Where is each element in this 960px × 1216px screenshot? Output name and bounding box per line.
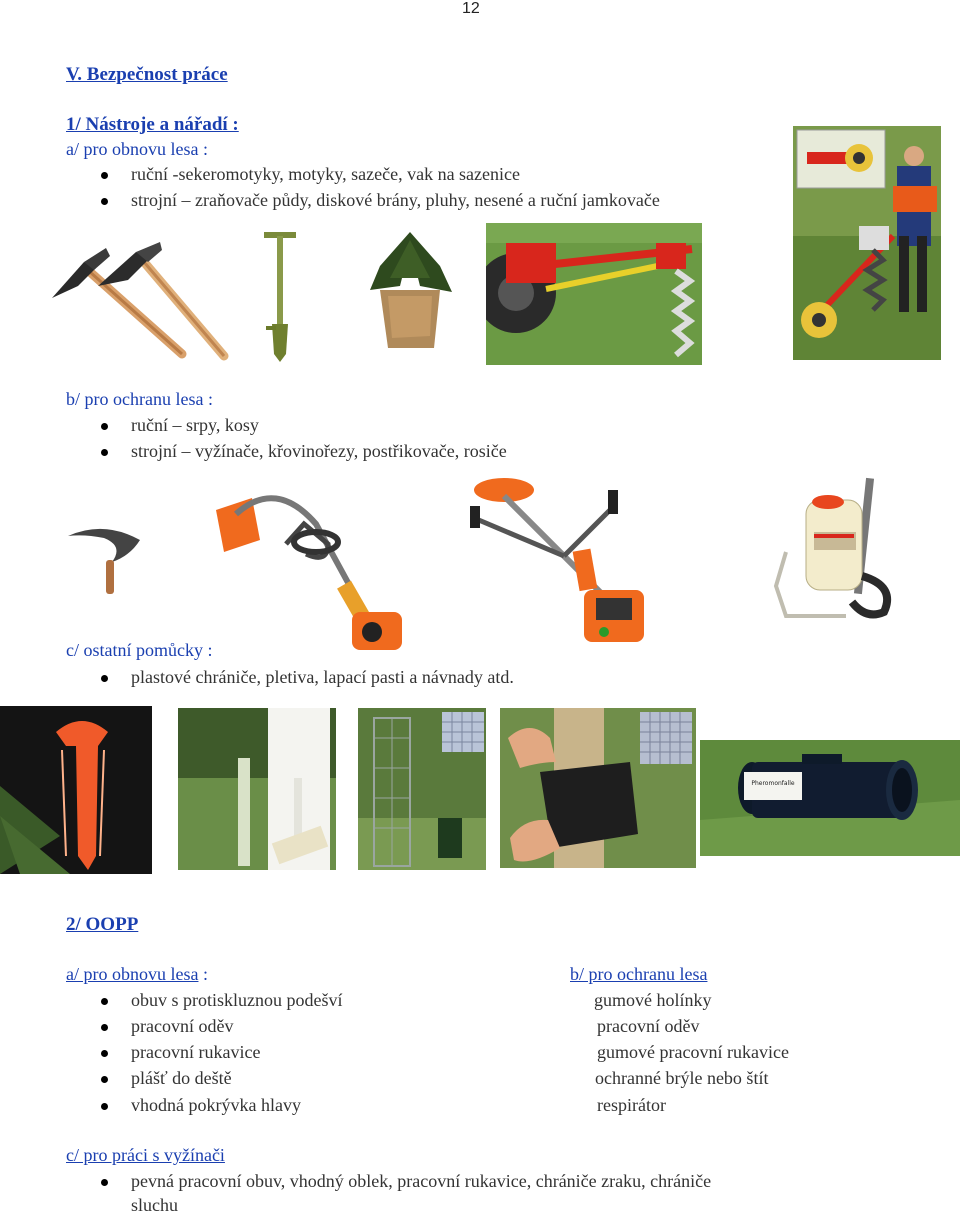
- trap-label: Pheromonfalle: [751, 780, 795, 787]
- section2-b-label: b/ pro ochranu lesa: [570, 964, 708, 984]
- section2-a-item-5: vhodná pokrývka hlavy: [131, 1095, 301, 1115]
- section2-a-label: a/ pro obnovu lesa :: [66, 964, 208, 984]
- hand-auger-photo: [793, 126, 941, 360]
- string-trimmer-photo: [196, 484, 408, 660]
- section1-c-item-1: plastové chrániče, pletiva, lapací pasti a návnady atd.: [131, 667, 514, 687]
- bullet: [101, 423, 108, 430]
- bullet: [101, 1179, 108, 1186]
- bullet: [101, 449, 108, 456]
- seedling-bag-photo: [360, 226, 460, 352]
- section2-c-item-1-cont: sluchu: [131, 1195, 178, 1215]
- brush-cutter-photo: [464, 466, 656, 652]
- section2-a-item-1: obuv s protiskluznou podešví: [131, 990, 343, 1010]
- section2-c-item-1: pevná pracovní obuv, vhodný oblek, pracovní rukavice, chrániče zraku, chrániče: [131, 1171, 712, 1191]
- bullet: [101, 1103, 108, 1110]
- bullet: [101, 1050, 108, 1057]
- section2-a-item-2: pracovní oděv: [131, 1016, 234, 1036]
- section1-a-label: a/ pro obnovu lesa :: [66, 139, 208, 159]
- section2-a-item-4: plášť do deště: [131, 1068, 232, 1088]
- section1-b-label: b/ pro ochranu lesa :: [66, 389, 213, 409]
- tree-guard-photo: [178, 708, 336, 870]
- bullet: [101, 998, 108, 1005]
- page-title: V. Bezpečnost práce: [66, 64, 228, 85]
- mesh-guard-photo: [358, 708, 486, 870]
- seedling-protector-photo: [0, 706, 152, 874]
- section1-b-item-1: ruční – srpy, kosy: [131, 415, 259, 435]
- section1-a-item-2: strojní – zraňovače půdy, diskové brány, pluhy, nesené a ruční jamkovače: [131, 190, 660, 210]
- section2-b-item-1: gumové holínky: [594, 990, 712, 1010]
- section2-b-item-2: pracovní oděv: [597, 1016, 700, 1036]
- section1-heading: 1/ Nástroje a nářadí :: [66, 114, 239, 135]
- section2-heading: 2/ OOPP: [66, 914, 139, 935]
- disc-harrow-photo: [486, 223, 702, 365]
- section2-b-item-5: respirátor: [597, 1095, 666, 1115]
- sickle-photo: [64, 520, 144, 596]
- bark-wrap-photo: [500, 708, 696, 868]
- bullet: [101, 198, 108, 205]
- hoe-axes-photo: [44, 238, 234, 362]
- page-number: 12: [462, 0, 480, 17]
- section2-b-item-3: gumové pracovní rukavice: [597, 1042, 789, 1062]
- section1-b-item-2: strojní – vyžínače, křovinořezy, postřikovače, rosiče: [131, 441, 507, 461]
- bullet: [101, 1024, 108, 1031]
- section2-c-label: c/ pro práci s vyžínači: [66, 1145, 225, 1165]
- section2-a-item-3: pracovní rukavice: [131, 1042, 261, 1062]
- section1-c-label: c/ ostatní pomůcky :: [66, 640, 213, 660]
- bullet: [101, 1076, 108, 1083]
- pheromone-trap-photo: [700, 740, 960, 856]
- bullet: [101, 172, 108, 179]
- planting-spade-photo: [258, 230, 302, 364]
- bullet: [101, 675, 108, 682]
- backpack-sprayer-photo: [766, 476, 904, 620]
- section2-b-item-4: ochranné brýle nebo štít: [595, 1068, 769, 1088]
- section1-a-item-1: ruční -sekeromotyky, motyky, sazeče, vak na sazenice: [131, 164, 521, 184]
